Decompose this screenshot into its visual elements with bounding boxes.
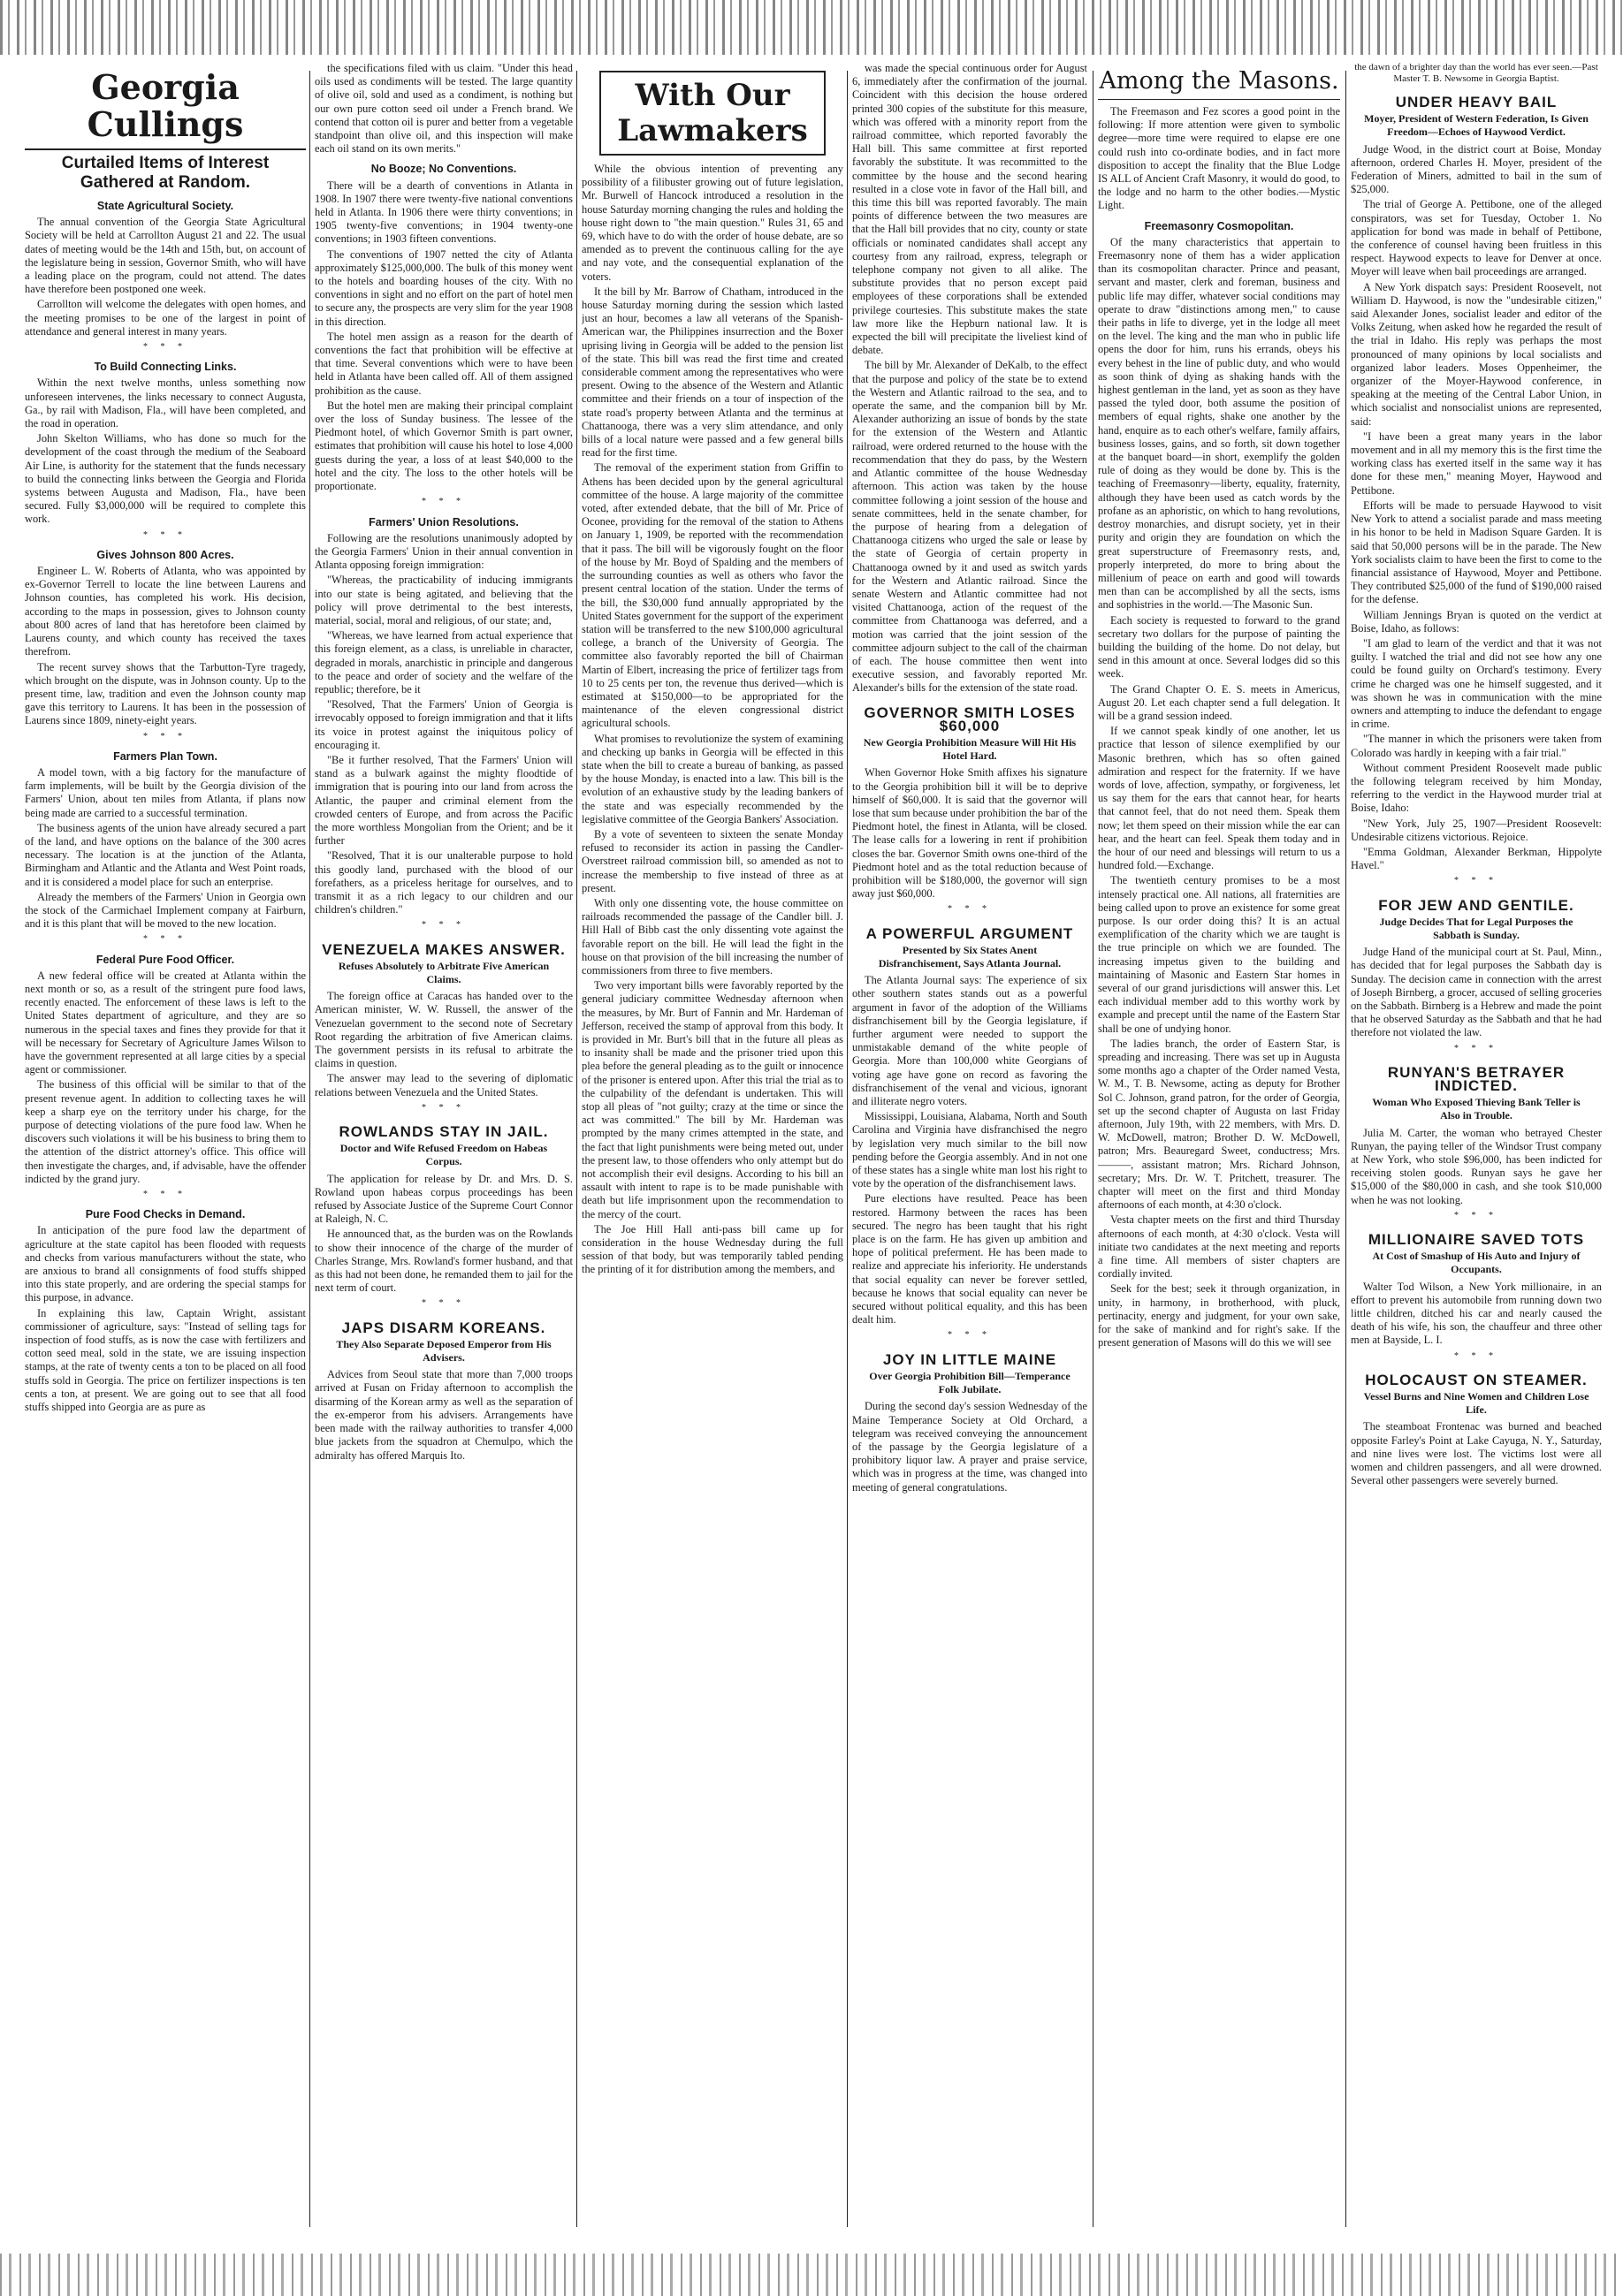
- paragraph: The ladies branch, the order of Eastern Star, is spreading and increasing. There was set up in Augusta some months ago a chapter of the Order named Vesta, W. M., T. B. Newsome, acting as deputy for Brother Sol C. Johnson, grand patron, for the order of Georgia, set up the second chapter of Augusta on last Friday afternoon, July 19th, with 22 members, with Mrs. D. W. McDowell, matron; Brother D. W. McDowell, patron; Mrs. Beauregard Sweet, conductress; Mrs. ———, assistant matron; Mrs. Richard Johnson, secretary; Mrs. Dr. W. T. Pritchett, treasurer. The chapter will meet on the first and third Monday afternoons of each month, at 4:30 o'clock.: [1098, 1037, 1340, 1212]
- paragraph: Advices from Seoul state that more than 7,000 troops arrived at Fusan on Friday afternoon to accomplish the disarming of the Korean army as well as the separation of the ex-emperor from his advisers. Arrangements have been made with the railway authorities to transfer 4,000 blue jackets from the squadron at Chemulpo, which the admiralty has offered Marquis Ito.: [315, 1368, 573, 1462]
- continued-text: [315, 62, 573, 156]
- masons-intro: [1098, 105, 1340, 213]
- paragraph: The steamboat Frontenac was burned and beached opposite Farley's Point at Lake Cayuga, N. Y., Saturday, and nine lives were lost. The victims lost were all women and children passengers, and all were drowned. Several other passengers were severely burned.: [1351, 1420, 1602, 1487]
- section-heading: Farmers Plan Town.: [113, 749, 217, 763]
- paragraph: "The manner in which the prisoners were taken from Colorado was hardly in keeping with a fair trial.": [1351, 733, 1602, 759]
- paragraph: Two very important bills were favorably reported by the general judiciary committee Wednesday afternoon when the measures, by Mr. Burt of Fannin and Mr. Hardeman of Jefferson, received the stamp of approval from this body. It is provided in Mr. Burt's bill that in the future all pleas as to insanity shall be made and the prisoner tried upon this plea before the general pleading as to the guilt or innocence of the prisoner is entered upon. After this trial the trial as to the culpability of the defendant is undertaken. This will stop all pleas of "not guilty; crazy at the time or since the act was committed." The bill by Mr. Hardeman was prompted by the many crimes attempted in the state, and the fact that light punishments were being meted out, under the present law, to those offenders who only attempt but do not accomplish their evil designs. According to his bill an assault with intent to rape is to be made punishable with death but life imprisonment upon the recommendation to the mercy of the court.: [582, 979, 843, 1220]
- section-heading: Farmers' Union Resolutions.: [369, 515, 519, 528]
- paragraph: Following are the resolutions unanimously adopted by the Georgia Farmers' Union in their annual convention in Atlanta opposing foreign immigration:: [315, 531, 573, 572]
- section-heading: Pure Food Checks in Demand.: [85, 1208, 246, 1221]
- paragraph: The Freemason and Fez scores a good point in the following: If more attention were given to symbolic degree—more time were required to elapse ere one could rush into co-ordinate bodies, and in fact more disposition to accept the finality that the Blue Lodge IS ALL of Ancient Craft Masonry, it would do good, to the lodge and no harm to the other bodies.—Mystic Light.: [1098, 105, 1340, 212]
- section-heading: To Build Connecting Links.: [94, 361, 237, 374]
- paragraph: The foreign office at Caracas has handed over to the American minister, W. W. Russell, the answer of the Venezuelan government to the second note of Secretary Root regarding the arbitration of five American claims. The government persists in its refusal to arbitrate the claims in question.: [315, 990, 573, 1070]
- paragraph: The business agents of the union have already secured a part of the land, and have options on the balance of the 300 acres necessary. The location is at the junction of the Atlanta, Birmingham and Atlantic and the Atlanta and West Point roads, and it is considered a model place for such an enterprise.: [25, 821, 306, 888]
- bottom-page-edge: [0, 2254, 1623, 2296]
- paragraph: The Grand Chapter O. E. S. meets in Americus, August 20. Let each chapter send a full delegation. It will be a grand session indeed.: [1098, 682, 1340, 722]
- paragraph: The annual convention of the Georgia State Agricultural Society will be held at Carrollton August 21 and 22. The usual dates of meeting would be the 14th and 15th, but, on account of the legislature being in session, Governor Smith, who will have a leading place on the program, could not attend. The dates have therefore been postponed one week.: [25, 216, 306, 296]
- section-subheading: New Georgia Prohibition Measure Will Hit His Hotel Hard.: [863, 735, 1077, 763]
- paragraph: A model town, with a big factory for the manufacture of farm implements, will be built by the Georgia division of the Farmers' Union, about ten miles from Atlanta, if plans now being made are carried to a successful termination.: [25, 765, 306, 819]
- paragraph: John Skelton Williams, who has done so much for the development of the coast through the medium of the Seaboard Air Line, is authority for the statement that the funds necessary to build the connecting links between the Georgia and Florida systems between Augusta and Madison, Fla., have been secured. Fully $3,000,000 will be required to complete this work.: [25, 432, 306, 526]
- column-rule: [309, 71, 310, 2227]
- section-subheading: Presented by Six States Anent Disfranchisement, Says Atlanta Journal.: [878, 943, 1062, 969]
- column-georgia-cullings: [25, 62, 306, 2236]
- paragraph: Walter Tod Wilson, a New York millionaire, in an effort to prevent his automobile from running down two little children, ditched his car and nearly caused the death of his wife, his son, the chauffeur and three other men at Bayside, L. I.: [1351, 1280, 1602, 1347]
- paragraph: Efforts will be made to persuade Haywood to visit New York to attend a socialist parade and mass meeting in his honor to be held in Madison Square Garden. It is said that 50,000 persons will be in the parade. The New York socialists claim to have been the first to come to the financial assistance of Haywood, Moyer and Pettibone. They contributed $25,000 of the fund of $190,000 raised for the defense.: [1351, 498, 1602, 606]
- paragraph: "I have been a great many years in the labor movement and in all my memory this is the first time the working class has exerted itself in the same way it has done for these men," meaning Moyer, Haywood and Pettibone.: [1351, 430, 1602, 497]
- column-six: [1351, 62, 1602, 2236]
- section-subheading: Woman Who Exposed Thieving Bank Teller is Also in Trouble.: [1372, 1096, 1581, 1122]
- paragraph: The trial of George A. Pettibone, one of the alleged conspirators, was set for Tuesday, October 1. No application for bond was made in behalf of Pettibone, the conference of counsel having been fruitless in this respect. Haywood expects to leave for Denver at once. Moyer will leave when bail proceedings are arranged.: [1351, 198, 1602, 278]
- paragraph: A New York dispatch says: President Roosevelt, not William D. Haywood, is now the "undesirable citizen," said Alexander Jones, socialist leader and editor of the Volks Zeitung, when asked how he regarded the result of the trial in Idaho. His reply was perhaps the most pronounced of many opinions by local socialists and organized labor leaders. Moses Oppenheimer, the organizer of the Moyer-Haywood conference, in speaking at the meeting of the Central Labor Union, in which socialist and nonsocialist unions are represented, said:: [1351, 280, 1602, 428]
- paragraph: If we cannot speak kindly of one another, let us practice that lesson of silence exemplified by our Masonic brethren, which has so often gained admiration and respect for the fraternity. If we have words of love, affection, sympathy, or forgiveness, let us say them for the ears that cannot hear, for hearts that cannot feel, that do not need them. Speak them now; let them speed on their mission while the ear can hear, and the heart can feel. Speak them today and in the hour of our need and blessings will return to us a hundred fold.—Exchange.: [1098, 725, 1340, 872]
- section-subheading: Vessel Burns and Nine Women and Children Lose Life.: [1363, 1390, 1589, 1417]
- section-separator: * * *: [422, 1102, 466, 1113]
- paragraph: Engineer L. W. Roberts of Atlanta, who was appointed by ex-Governor Terrell to locate the line between Laurens and Johnson counties, has completed his work. His decision, according to the maps in possession, gives to Johnson county about 800 acres of land that has heretofore been claimed by Laurens county, and which county has received the taxes therefrom.: [25, 565, 306, 658]
- paragraph: Carrollton will welcome the delegates with open homes, and the meeting promises to be one of the largest in point of attendance and general interest in many years.: [25, 298, 306, 338]
- section-heading: HOLOCAUST ON STEAMER.: [1365, 1371, 1588, 1388]
- paragraph: "Emma Goldman, Alexander Berkman, Hippolyte Havel.": [1351, 845, 1602, 872]
- paragraph: While the obvious intention of preventing any possibility of a filibuster growing out of future legislation, Mr. Burwell of Hancock introduced a resolution in the house Saturday morning changing the rules and holding the house right down to "the main question." Rules 31, 65 and 69, which have to do with the order of house debate, are so amended as to prevent the continuous calling for the aye and nay vote, and the consequential explanation of the voters.: [582, 163, 843, 283]
- paragraph: "Be it further resolved, That the Farmers' Union will stand as a bulwark against the mighty floodtide of immigration that is pouring into our land from across the Atlantic, the pauper and criminal element from the crowded centers of Europe, and from across the Pacific the more worthless Mongolian from the Orient; and be it further: [315, 753, 573, 848]
- article-sections: [315, 163, 573, 1462]
- paragraph: The conventions of 1907 netted the city of Atlanta approximately $125,000,000. The bulk of this money went to the hotels and boarding houses of the city. With no conventions in sight and no effort on the part of hotel men to secure any, the prospects are very slim for the year 1908 in this direction.: [315, 247, 573, 328]
- continued-snippet: the dawn of a brighter day than the world has ever seen.—Past Master T. B. Newsome in Georgia Baptist.: [1354, 62, 1598, 84]
- paragraph: "Whereas, we have learned from actual experience that this foreign element, as a class, is unreliable in character, degraded in morals, anarchistic in principle and dangerous to the peace and order of society and the welfare of the republic; therefore, be it: [315, 629, 573, 696]
- paragraph: It the bill by Mr. Barrow of Chatham, introduced in the house Saturday morning during the session which lasted just an hour, becomes a law all veterans of the Spanish-American war, the Philippines insurrection and the Boxer uprising living in Georgia will be added to the pension list of the state. This bill was read the first time and created considerable comment among the representatives who were present. Owing to the absence of the Western and Atlantic committee and their friends on a tour of inspection of the state road's property between Atlanta and the terminus at Chattanooga, there was a very slim attendance, and only bills of a local nature were passed and a few general bills read for the first time.: [582, 285, 843, 460]
- georgia-cullings-title: Georgia Cullings: [25, 69, 306, 150]
- section-separator: * * *: [1454, 1210, 1498, 1220]
- masons-title: Among the Masons.: [1098, 67, 1340, 100]
- section-separator: * * *: [143, 342, 187, 353]
- section-heading: Federal Pure Food Officer.: [95, 953, 235, 966]
- column-rule: [576, 71, 577, 2227]
- paragraph: Judge Hand of the municipal court at St. Paul, Minn., has decided that for legal purposes the Sabbath day is Sunday. The decision came in connection with the arrest of Joseph Birnberg, a grocer, accused of selling groceries on the Sabbath. Birnberg is a Hebrew and made the point that he observed Saturday as the Sabbath and that he had therefore not violated the law.: [1351, 946, 1602, 1039]
- paragraph: "Resolved, That it is our unalterable purpose to hold this goodly land, purchased with the blood of our forefathers, as a priceless heritage for ourselves, and to transmit it as a rich legacy to our children and our children's children.": [315, 849, 573, 916]
- paragraph: Julia M. Carter, the woman who betrayed Chester Runyan, the paying teller of the Windsor Trust company at New York, who stole $96,000, has been indicted for receiving stolen goods. Runyan says he gave her $15,000 of the $80,000 in cash, and she took $10,000 when he was not looking.: [1351, 1126, 1602, 1206]
- section-heading: No Booze; No Conventions.: [370, 163, 517, 176]
- paragraph: With only one dissenting vote, the house committee on railroads recommended the passage of the Candler bill. J. Hill Hall of Bibb cast the only dissenting vote against the favorable report on the bill. He will lead the fight in the house on that provision of the bill increasing the number of commissioners from three to five members.: [582, 896, 843, 977]
- section-separator: * * *: [143, 934, 187, 945]
- newspaper-page: [25, 62, 1602, 2236]
- paragraph: "Resolved, That the Farmers' Union of Georgia is irrevocably opposed to foreign immigration and that it lifts its voice in protest against the iniquitous policy of encouraging it.: [315, 698, 573, 751]
- georgia-cullings-deck: Curtailed Items of Interest Gathered at Random.: [61, 154, 270, 192]
- paragraph: When Governor Hoke Smith affixes his signature to the Georgia prohibition bill it will be to deprive himself of $60,000. It is said that the governor will lose that sum because under prohibition the bar of the Piedmont hotel, the finest in Atlanta, will be closed. The lease calls for a lowering in rent if prohibition closes the bar. Governor Smith owns one-third of the Piedmont hotel and as the total reduction because of prohibition will be $180,000, the governor will sign away just $60,000.: [852, 766, 1087, 901]
- paragraph: was made the special continuous order for August 6, immediately after the confirmation of the journal. Coincident with this decision the house ordered printed 300 copies of the substitute for this measure, which was offered with a minority report from the railroad committee, which reported favorably the Hall bill. This same committee at first reported favorably the substitute. It was recommitted to the committee by the house and the second hearing resulted in a close vote in favor of the Hall bill, and this time this bill was reported favorably. The main points of difference between the two measures are that the Hall bill provides that no city, county or state officials or nominated candidates shall accept any courtesy from any railroad, express, telegraph or telephone company not given to all alike. The substitute provides that no person except paid employees of these corporations shall be extended privilege courtesies. This substitute makes the state law more like the Hepburn national law. It is expected the bill will precipitate the liveliest kind of debate.: [852, 62, 1087, 357]
- section-subheading: Refuses Absolutely to Arbitrate Five American Claims.: [338, 959, 550, 985]
- section-subheading: They Also Separate Deposed Emperor from His Advisers.: [336, 1337, 552, 1365]
- paragraph: The recent survey shows that the Tarbutton-Tyre tragedy, which brought on the dispute, was in Johnson county. Up to the present time, law, tradition and even the Johnson county map gave this territory to Laurens. It has been in the possession of Laurens since 1809, ninety-eight years.: [25, 660, 306, 727]
- section-subheading: Doctor and Wife Refused Freedom on Habeas Corpus.: [339, 1142, 548, 1168]
- section-heading: JOY IN LITTLE MAINE: [882, 1350, 1057, 1368]
- paragraph: What promises to revolutionize the system of examining and checking up banks in Georgia will be effected in this state when the bill to create a bureau of banking, as passed by the house Monday, is enacted into a law. This bill is the evolution of an exhaustive study by the leading bankers of the state and was especially recommended by the legislative committee of the Georgia Bankers' Association.: [582, 732, 843, 825]
- paragraph: "New York, July 25, 1907—President Roosevelt: Undesirable citizens victorious. Rejoice.: [1351, 817, 1602, 843]
- article-sections: [1351, 95, 1602, 1488]
- paragraph: Judge Wood, in the district court at Boise, Monday afternoon, ordered Charles H. Moyer, president of the Federation of Miners, admitted to bail in the sum of $25,000.: [1351, 142, 1602, 196]
- section-heading: Freemasonry Cosmopolitan.: [1144, 219, 1294, 232]
- top-page-edge: [0, 0, 1623, 55]
- column-two: [315, 62, 573, 2236]
- paragraph: "I am glad to learn of the verdict and that it was not guilty. I watched the trial and did not see how any one could be found guilty on Orchard's testimony. Every crime he charged was one he himself suggested, and it was shown he was in communication with the mine owners and attempting to induce the defendant to engage in crime.: [1351, 636, 1602, 731]
- paragraph: There will be a dearth of conventions in Atlanta in 1908. In 1907 there were twenty-five national conventions held in Atlanta. In 1906 there were thirty conventions; in 1905 twenty-five conventions; in 1904 twenty-one conventions; in 1903 fifteen conventions.: [315, 179, 573, 246]
- paragraph: The Joe Hill Hall anti-pass bill came up for consideration in the house Wednesday during the full session of that body, but was temporarily tabled pending the printing of it for distribution among the members, and: [582, 1222, 843, 1276]
- section-subheading: Judge Decides That for Legal Purposes the Sabbath is Sunday.: [1379, 915, 1573, 941]
- paragraph: Within the next twelve months, unless something now unforeseen intervenes, the links necessary to connect Augusta, Ga., by rail with Madison, Fla., will have been completed, and the road in operation.: [25, 376, 306, 430]
- paragraph: Pure elections have resulted. Peace has been restored. Harmony between the races has been secured. The negro has been taught that his right place is on the farm. He has given up ambition and hope of political preferment. He has been made to realize and appreciate his inferiority. He understands that social equality can never be forever settled, because he knows that social equality can never be secured without political equality, and this has been dealt him.: [852, 1192, 1087, 1327]
- paragraph: The business of this official will be similar to that of the present revenue agent. In addition to collecting taxes he will keep a sharp eye on the territory under his charge, for the purpose of detecting violations of the pure food law. When he discovers such violations it will be his business to bring them to the attention of the district attorney's office. This office will then investigate the charges, and, if advisable, have the offender indicted by the grand jury.: [25, 1078, 306, 1185]
- section-heading: MILLIONAIRE SAVED TOTS: [1368, 1231, 1585, 1249]
- continued-text: [852, 62, 1087, 696]
- section-heading: GOVERNOR SMITH LOSES $60,000: [864, 703, 1076, 734]
- paragraph: The bill by Mr. Alexander of DeKalb, to the effect that the purpose and policy of the state be to extend the Western and Atlantic railroad to the sea, and to operate the same, and the companion bill by Mr. Alexander authorizing an issue of bonds by the state for the extension of the Western and Atlantic railroad, were ordered returned to the house with the recommendation that they do pass, by the Western and Atlantic committee of the house Wednesday afternoon. This action was taken by the house committee following a joint session of the house and senate committees, held in the senate chamber, for the purpose of hearing from a delegation of Chattanooga citizens who urged the sale or lease by the state of Georgia of certain property in Chattanooga owned by it and used as switch yards for the Western and Atlantic railroad. Since the senate Western and Atlantic committee had not visited Chattanooga, action of the request of the committee from Chattanooga was deferred, and a motion was carried that the joint session of the committee adjourn subject to the call of the chairman of each. The house committee then went into executive session, and favorably reported Mr. Alexander's bills for the extension of the state road.: [852, 359, 1087, 695]
- section-subheading: At Cost of Smashup of His Auto and Injury of Occupants.: [1372, 1250, 1581, 1276]
- paragraph: By a vote of seventeen to sixteen the senate Monday refused to reconsider its action in passing the Candler-Overstreet railroad commission bill, so amended as not to increase the membership to five instead of three as at present.: [582, 827, 843, 894]
- column-rule: [847, 71, 848, 2227]
- paragraph: Seek for the best; seek it through organization, in unity, in harmony, in brotherhood, with pluck, pertinacity, energy and judgment, for your own sake, for the sake of mankind and for right's sake. If the present generation of Masons will do this we will see: [1098, 1282, 1340, 1349]
- column-rule: [1345, 71, 1346, 2227]
- paragraph: Already the members of the Farmers' Union in Georgia own the stock of the Carmichael Implement company at Fairburn, and it is this plant that will be moved to the new location.: [25, 890, 306, 931]
- section-separator: * * *: [1454, 1350, 1498, 1361]
- paragraph: A new federal office will be created at Atlanta within the next month or so, as a result of the stringent pure food laws, recently enacted. The enforcement of these laws is left to the United States department of agriculture, and they are so numerous in the special taxes and fines they provide for that it will be necessary for Secretary of Agriculture James Wilson to have the government represented at all large cities by a special agent or commissioner.: [25, 969, 306, 1076]
- section-heading: A POWERFUL ARGUMENT: [865, 924, 1074, 942]
- paragraph: The Atlanta Journal says: The experience of six other southern states stands out as a powerful argument in favor of the adoption of the Williams disfranchisement bill by the Georgia legislature, if further argument were needed to support the unmistakable demand of the white people of Georgia. More than 100,000 white Georgians of voting age have gone on record as favoring the disfranchisement of the venal and vicious, ignorant and illiterate negro voters.: [852, 974, 1087, 1108]
- paragraph: The hotel men assign as a reason for the dearth of conventions the fact that prohibition will be effective at that time. Several conventions which were to have been held in Atlanta have been called off. All of them assigned prohibition as the cause.: [315, 330, 573, 397]
- column-masons: [1098, 62, 1340, 2236]
- paragraph: Without comment President Roosevelt made public the following telegram received by him Monday, referring to the verdict in the Haywood murder trial at Boise, Idaho:: [1351, 761, 1602, 815]
- paragraph: the specifications filed with us claim. "Under this head oils used as condiments will be tested. The large quantity of olive oil, sold and used as a condiment, is nothing but our own pure cotton seed oil under a French brand. We contend that cotton oil is purer and better from a vegetable standpoint than olive oil, and this inspection will make each oil stand on its own merits.": [315, 62, 573, 156]
- article-sections: [1098, 220, 1340, 1350]
- section-separator: * * *: [422, 920, 466, 931]
- section-separator: * * *: [1454, 876, 1498, 886]
- section-heading: UNDER HEAVY BAIL: [1395, 94, 1558, 110]
- section-separator: * * *: [422, 497, 466, 507]
- paragraph: But the hotel men are making their principal complaint over the loss of Sunday business. The lessee of the Piedmont hotel, of which Governor Smith is part owner, estimates that prohibition will cause his hotel to lose 4,000 guests during the year, a loss of at least $40,000 to the hotel and the city. The loss to the other hotels will be proportionate.: [315, 399, 573, 493]
- paragraph: In explaining this law, Captain Wright, assistant commissioner of agriculture, says: "Instead of selling tags for inspection of food stuffs, as is now the case with fertilizers and cotton seed meal, sold in the state, we are issuing inspection stamps, at the rate of twenty cents a ton to be placed on all food stuffs sold in Georgia. The price on fertilizer inspections is ten cents a ton, at present. We are going out to see that all food stuffs shipped into Georgia are as pure as: [25, 1306, 306, 1414]
- paragraph: The removal of the experiment station from Griffin to Athens has been decided upon by the general agricultural committee of the house. A large majority of the committee voted, after extended debate, that the bill of Mr. Price of Oconee, providing for the removal of the station to Athens on January 1, 1909, be reported with the recommendation that it pass. The bill will be vigorously fought on the floor of the house by Mr. Boyd of Spalding and the members of the surrounding counties as well as others who favor the present central location of the station. Under the terms of the bill, the $30,000 fund annually appropriated by the United States government for the support of the experiment station will be transferred to the new $100,000 agricultural college, a branch of the University of Georgia. The committee also favorably reported the bill of Chairman Martin of Elbert, increasing the price of fertilizer tags from 10 to 25 cents per ton, the revenue thus derived—which is estimated at $150,000—to be appropriated for the maintenance of the eleven congressional district agricultural schools.: [582, 461, 843, 730]
- lawmakers-title: With Our Lawmakers: [599, 71, 826, 156]
- paragraph: Mississippi, Louisiana, Alabama, North and South Carolina and Virginia have disfranchised the negro by legislation very much similar to the bill now pending before the Georgia assembly. And in not one of these states has a single white man lost his right to vote by the operation of the disfranchisement laws.: [852, 1110, 1087, 1190]
- section-heading: FOR JEW AND GENTILE.: [1378, 896, 1574, 914]
- section-heading: Gives Johnson 800 Acres.: [96, 548, 234, 561]
- article-sections: [852, 703, 1087, 1494]
- paragraph: Vesta chapter meets on the first and third Thursday afternoons of each month, at 4:30 o'clock. Vesta will initiate two candidates at the next meeting and reports a fine time. All members of sister chapters are cordially invited.: [1098, 1213, 1340, 1281]
- section-separator: * * *: [1454, 1043, 1498, 1053]
- column-lawmakers: [582, 62, 843, 2236]
- paragraph: Each society is requested to forward to the grand secretary two dollars for the purpose of painting the building the building of the home. Do not delay, but send in this amount at once. Several lodges did so this week.: [1098, 613, 1340, 680]
- section-separator: * * *: [948, 1330, 992, 1341]
- paragraph: William Jennings Bryan is quoted on the verdict at Boise, Idaho, as follows:: [1351, 608, 1602, 635]
- paragraph: He announced that, as the burden was on the Rowlands to show their innocence of the charge of the murder of Charles Strange, Mrs. Rowland's former husband, and that as this had not been done, he remanded them to jail for the next term of court.: [315, 1228, 573, 1295]
- section-heading: VENEZUELA MAKES ANSWER.: [322, 940, 566, 958]
- paragraph: In anticipation of the pure food law the department of agriculture at the state capitol has been flooded with requests and checks from various manufacturers without the state, who are anxious to brand all consignments of food stuffs shipped into this state properly, and are ordering the special stamps for this purpose, in advance.: [25, 1224, 306, 1304]
- section-separator: * * *: [948, 904, 992, 915]
- paragraph: Of the many characteristics that appertain to Freemasonry none of them has a wider application than its cosmopolitan character. Prince and peasant, servant and master, clerk and foreman, business and public life may differ, whatever social conditions may operate to draw "distinctions among men," to cause their paths in life to diverge, yet in the lodge all meet on the level. The king and the man who in public life opens the door for him, runs his errands, obeys his every behest in the line of public duty, and who would as soon think of dying as shaking hands with the highest gentleman in the land, yet as soon as they have passed the tyled door, both assume the position of members of equal rights, shake one another by the hand, enquire as to each other's welfare, family affairs, business losses, gains, and so forth, sit down together at the banquet board—in short, exemplify the golden rule of doing as they would be done by. This is the teaching of Freemasonry—liberty, equality, fraternity, although they have been used as catch words by the profane as an aphoristic, on which to hang revolutions, destroy monarchies, and disrupt society, yet in their purity and origin they are foundation on which the great superstructure of Freemasonry rests, and, properly interpreted, do more to bring about the millenium of peace on earth and good will towards men than can be accomplished by all the sects, isms and sophistries in the world.—The Masonic Sun.: [1098, 235, 1340, 612]
- section-separator: * * *: [422, 1298, 466, 1309]
- section-heading: ROWLANDS STAY IN JAIL.: [339, 1123, 549, 1141]
- paragraph: The twentieth century promises to be a most intensely practical one. All nations, all fraternities are being called upon to prove an existence for some great purpose. Is our order doing this? It is an actual exemplification of the charity which we are taught is the true principle on which we are founded. The increasing impetus given to the building and maintaining of Masonic and Eastern Star homes in several of our grand jurisdictions will answer this. Let each individual member add to this worthy work by example and precept until the name of the Eastern Star shall be one of undying honor.: [1098, 874, 1340, 1035]
- section-subheading: Over Georgia Prohibition Bill—Temperance Folk Jubilate.: [869, 1369, 1071, 1396]
- paragraph: "Whereas, the practicability of inducing immigrants into our state is being agitated, and believing that the policy will prove detrimental to the best interests, material, social, moral and religious, of our state; and,: [315, 574, 573, 627]
- section-subheading: Moyer, President of Western Federation, Is Given Freedom—Echoes of Haywood Verdict.: [1364, 112, 1589, 139]
- paragraph: During the second day's session Wednesday of the Maine Temperance Society at Old Orchard, a telegram was received conveying the announcement of the passage by the Georgia legislature of a prohibitory liquor law. A prayer and praise service, which was in progress at the time, was changed into meeting of general congratulations.: [852, 1400, 1087, 1494]
- section-heading: JAPS DISARM KOREANS.: [341, 1319, 546, 1336]
- column-four: [852, 62, 1087, 2236]
- section-separator: * * *: [143, 529, 187, 540]
- section-heading: RUNYAN'S BETRAYER INDICTED.: [1387, 1063, 1566, 1095]
- lawmakers-body: [582, 163, 843, 1277]
- section-separator: * * *: [143, 731, 187, 741]
- paragraph: The answer may lead to the severing of diplomatic relations between Venezuela and the United States.: [315, 1072, 573, 1099]
- section-separator: * * *: [143, 1190, 187, 1200]
- paragraph: The application for release by Dr. and Mrs. D. S. Rowland upon habeas corpus proceedings has been refused by Associate Justice of the Supreme Court Connor at Raleigh, N. C.: [315, 1172, 573, 1226]
- section-heading: State Agricultural Society.: [96, 200, 234, 212]
- article-sections: [25, 200, 306, 1414]
